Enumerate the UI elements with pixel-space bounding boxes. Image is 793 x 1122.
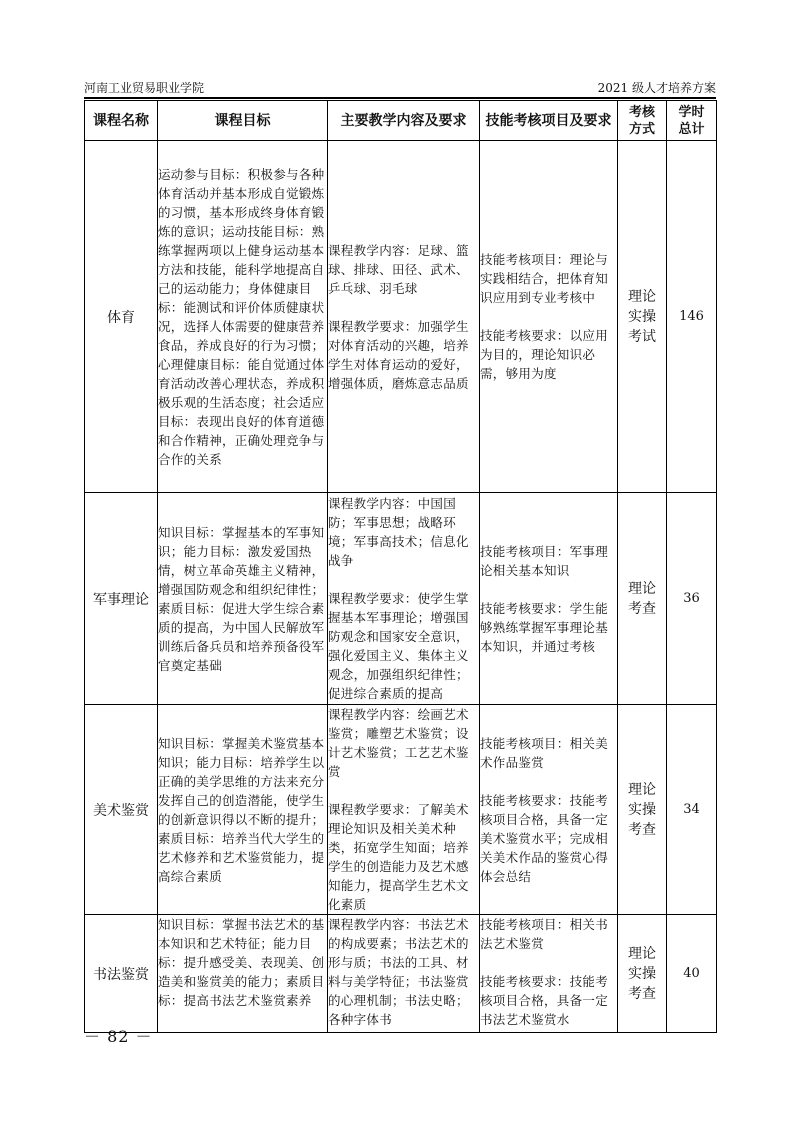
skill-text: 技能考核要求：技能考核项目合格，具备一定美术鉴赏水平；完成相关美术作品的鉴赏心得体会总结 [480,792,609,884]
course-goal: 知识目标：掌握基本的军事知识；能力目标：激发爱国热情，树立革命英雄主义精神，增强国防观念和组织纪律性；素质目标：促进大学生综合素质的提高，为中国人民解放军训练后备兵员和培养预备役军官奠定基础 [158,493,328,705]
course-content [328,915,480,1033]
assessment-method [618,493,667,705]
content-text: 课程教学要求：使学生掌握基本军事理论；增强国防观念和国家安全意识，强化爱国主义、集体主义观念，加强组织纪律性；促进综合素质的提高 [328,591,469,701]
col-header-method-line: 考核 [628,104,655,120]
method-line: 实操 [628,965,656,982]
table-row [85,915,717,1033]
method-line: 考试 [628,328,656,345]
method-line: 实操 [628,308,656,325]
assessment-method [618,705,667,915]
col-header-hours-line: 总计 [678,121,705,137]
col-header-hours [667,101,717,141]
content-text: 课程教学内容：中国国防；军事思想；战略环境；军事高技术；信息化战争 [328,496,469,568]
header-school-name: 河南工业贸易职业学院 [84,81,205,95]
method-line: 考查 [628,600,656,617]
skill-text: 技能考核项目：相关书法艺术鉴赏 [480,917,609,951]
content-text: 课程教学内容：足球、篮球、排球、田径、武术、乒乓球、羽毛球 [328,242,469,296]
course-content [328,493,480,705]
total-hours: 36 [667,493,717,705]
total-hours: 146 [667,141,717,493]
total-hours: 40 [667,915,717,1033]
col-header-name: 课程名称 [85,101,158,141]
course-name: 美术鉴赏 [85,705,158,915]
method-line: 实操 [628,801,656,818]
assessment-method [618,915,667,1033]
col-header-method-line: 方式 [628,121,655,137]
table-row [85,141,717,493]
method-line: 理论 [628,781,656,798]
table-row [85,493,717,705]
skill-text: 技能考核项目：理论与实践相结合，把体育知识应用到专业考核中 [480,252,609,305]
method-line: 考查 [628,985,656,1002]
method-line: 理论 [628,580,656,597]
total-hours: 34 [667,705,717,915]
method-line: 理论 [628,945,656,962]
skill-assessment [480,705,618,915]
course-table [84,100,717,1033]
skill-text: 技能考核项目：军事理论相关基本知识 [480,543,609,578]
content-text: 课程教学要求：加强学生对体育活动的兴趣，培养学生对体育运动的爱好，增强体质，磨炼意志品质 [328,318,469,391]
col-header-goal: 课程目标 [158,101,328,141]
table-header-row [85,101,717,141]
table-row [85,705,717,915]
assessment-method [618,141,667,493]
course-name: 书法鉴赏 [85,915,158,1033]
col-header-skill: 技能考核项目及要求 [480,101,618,141]
method-line: 考查 [628,821,656,838]
page-number: － 82 － [84,1027,153,1046]
header-plan-title: 2021 级人才培养方案 [597,81,716,95]
content-text: 课程教学要求：了解美术理论知识及相关美术种类，拓宽学生知面；培养学生的创造能力及艺术感知能力，提高学生艺术文化素质 [328,802,469,912]
content-text: 课程教学内容：绘画艺术鉴赏；雕塑艺术鉴赏；设计艺术鉴赏；工艺艺术鉴赏 [328,707,469,779]
page-header [84,78,716,99]
course-content [328,141,480,493]
course-name: 体育 [85,141,158,493]
method-line: 理论 [628,288,656,305]
skill-text: 技能考核要求：技能考核项目合格，具备一定书法艺术鉴赏水 [480,974,609,1027]
col-header-content: 主要教学内容及要求 [328,101,480,141]
col-header-hours-line: 学时 [678,104,705,120]
skill-assessment [480,915,618,1033]
skill-text: 技能考核要求：学生能够熟练掌握军事理论基本知识，并通过考核 [480,600,609,654]
skill-text: 技能考核要求：以应用为目的，理论知识必需，够用为度 [480,328,609,381]
skill-assessment [480,141,618,493]
course-goal: 知识目标：掌握美术鉴赏基本知识；能力目标：培养学生以正确的美学思维的方法来充分发挥自己的创造潜能，使学生的创新意识得以不断的提升；素质目标：培养当代大学生的艺术修养和艺术鉴赏能力，提高综合素质 [158,705,328,915]
col-header-method [618,101,667,141]
content-text: 课程教学内容：书法艺术的构成要素；书法艺术的形与质；书法的工具、材料与美学特征；书法鉴赏的心理机制；书法史略；各种字体书 [328,917,469,1027]
skill-text: 技能考核项目：相关美术作品鉴赏 [480,735,609,770]
course-name: 军事理论 [85,493,158,705]
course-goal: 知识目标：掌握书法艺术的基本知识和艺术特征；能力目标：提升感受美、表现美、创造美和鉴赏美的能力；素质目标：提高书法艺术鉴赏素养 [158,915,328,1033]
course-goal: 运动参与目标：积极参与各种体育活动并基本形成自觉锻炼的习惯，基本形成终身体育锻炼的意识；运动技能目标：熟练掌握两项以上健身运动基本方法和技能，能科学地提高自己的运动能力；身体健康目标：能测试和评价体质健康状况，选择人体需要的健康营养食品，养成良好的行为习惯；心理健康目标：能自觉通过体育活动改善心理状态，养成积极乐观的生活态度；社会适应目标：表现出良好的体育道德和合作精神，正确处理竞争与合作的关系 [158,141,328,493]
skill-assessment [480,493,618,705]
course-content [328,705,480,915]
